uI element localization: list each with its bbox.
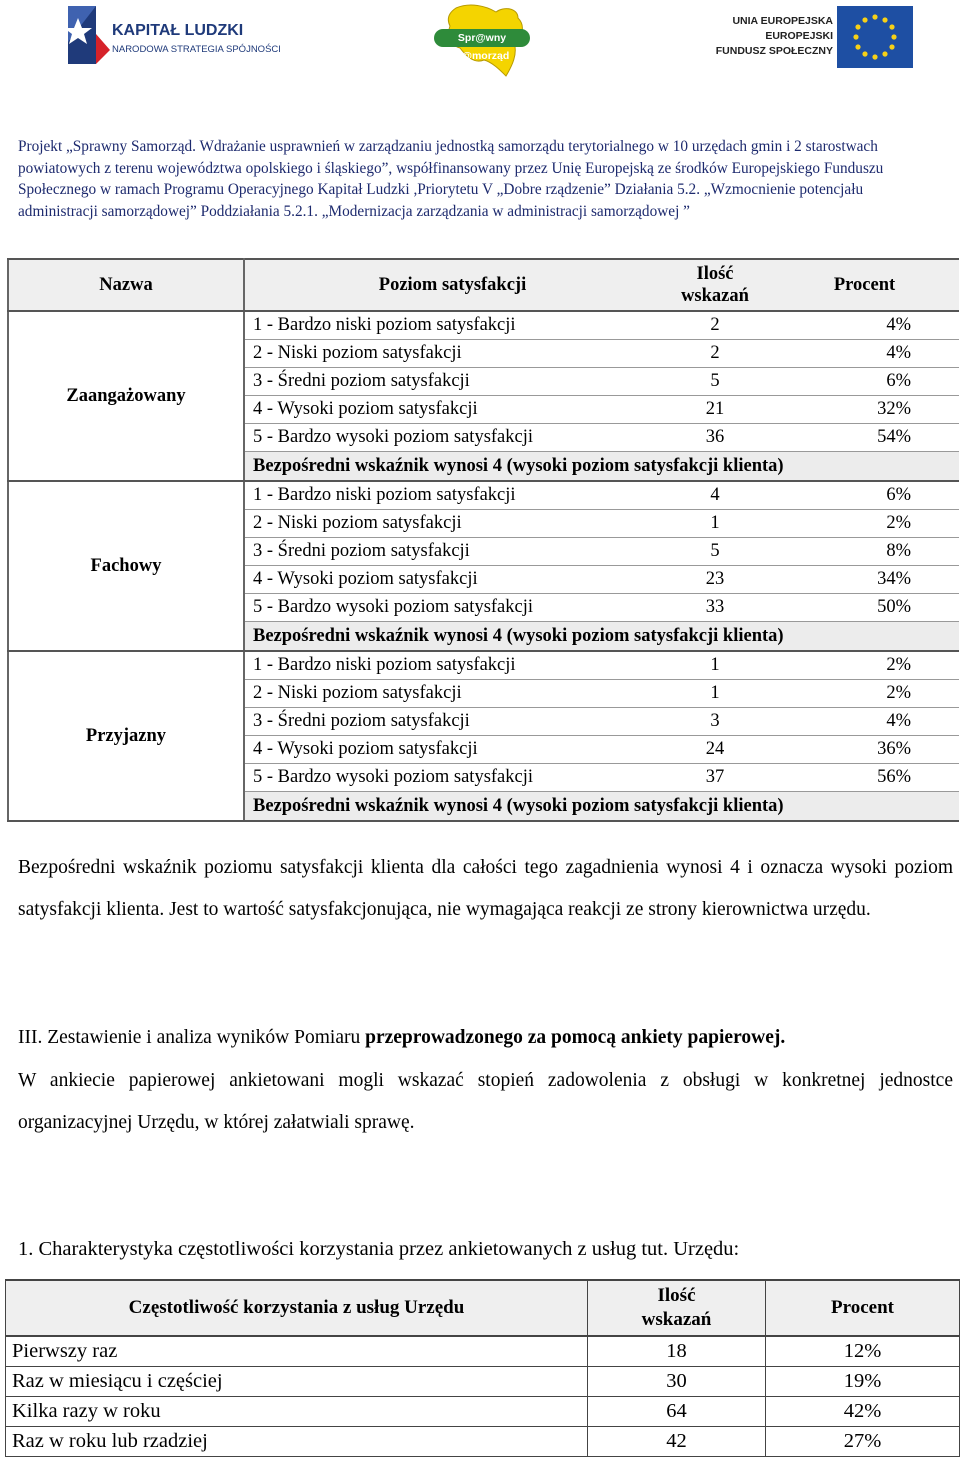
frequency-percent: 27% <box>766 1427 960 1457</box>
header-level: Poziom satysfakcji <box>244 259 660 311</box>
project-intro: Projekt „Sprawny Samorząd. Wdrażanie usprawnień w zarządzaniu jednostką samorządu terytorialnego w 10 urzędach gmin i 2 starostwach powiatowych z terenu województwa opolskiego i śląskiego”, współfinansowany przez Unię Europejską ze środków Europejskiego Funduszu Społecznego w ramach Programu Operacyjnego Kapitał Ludzki ,Priorytetu V „Dobre rządzenie” Działania 5.2. „Wzmocnienie potencjału administracji samorządowej” Poddziałania 5.2.1. „Modernizacja zarządzania w administracji samorządowej ” <box>18 138 884 220</box>
frequency-header-count-2: wskazań <box>641 1309 712 1330</box>
level-label: 5 - Bardzo wysoki poziom satysfakcji <box>244 424 660 452</box>
level-count: 5 <box>660 538 770 566</box>
section-3-prefix: III. Zestawienie i analiza wyników Pomiaru <box>18 1027 366 1048</box>
level-percent: 4% <box>770 311 959 340</box>
eu-line-3: FUNDUSZ SPOŁECZNY <box>715 45 833 57</box>
level-label: 4 - Wysoki poziom satysfakcji <box>244 396 660 424</box>
level-count: 37 <box>660 764 770 792</box>
frequency-percent: 12% <box>766 1336 960 1367</box>
level-count: 4 <box>660 481 770 510</box>
level-percent: 34% <box>770 566 959 594</box>
section-3-body: W ankiecie papierowej ankietowani mogli wskazać stopień zadowolenia z obsługi w konkretnej jednostce organizacyjnej Urzędu, w której załatwiali sprawę. <box>18 1070 953 1133</box>
level-percent: 4% <box>770 340 959 368</box>
summary-text: Bezpośredni wskaźnik poziomu satysfakcji klienta dla całości tego zagadnienia wynosi 4 i oznacza wysoki poziom satysfakcji klienta. Jest to wartość satysfakcjonująca, nie wymagająca reakcji ze strony kierownictwa urzędu. <box>18 857 953 920</box>
level-label: 3 - Średni poziom satysfakcji <box>244 368 660 396</box>
group-name: Fachowy <box>8 481 244 651</box>
frequency-header-count <box>588 1280 766 1336</box>
header-name: Nazwa <box>8 259 244 311</box>
header-count-1: Ilość <box>696 264 734 284</box>
sprawny-samorzad-label: Spr@wny S@morząd <box>434 29 530 47</box>
summary-paragraph <box>18 847 953 931</box>
frequency-label: Raz w miesiącu i częściej <box>6 1367 588 1397</box>
level-count: 2 <box>660 311 770 340</box>
summary-text: Bezpośredni wskaźnik wynosi 4 (wysoki poziom satysfakcji klienta) <box>244 622 959 652</box>
level-percent: 56% <box>770 764 959 792</box>
frequency-percent: 19% <box>766 1367 960 1397</box>
level-count: 24 <box>660 736 770 764</box>
level-label: 2 - Niski poziom satysfakcji <box>244 340 660 368</box>
level-label: 3 - Średni poziom satysfakcji <box>244 538 660 566</box>
section-3-bold: przeprowadzonego za pomocą ankiety papierowej. <box>365 1027 786 1048</box>
level-label: 5 - Bardzo wysoki poziom satysfakcji <box>244 594 660 622</box>
frequency-label: Kilka razy w roku <box>6 1397 588 1427</box>
level-count: 2 <box>660 340 770 368</box>
level-count: 21 <box>660 396 770 424</box>
frequency-header-count-1: Ilość <box>657 1285 696 1306</box>
eu-flag-icon <box>837 6 913 68</box>
section-3-heading <box>18 1017 953 1059</box>
level-label: 1 - Bardzo niski poziom satysfakcji <box>244 481 660 510</box>
section-3 <box>18 1017 953 1144</box>
frequency-label: Pierwszy raz <box>6 1336 588 1367</box>
level-label: 3 - Średni poziom satysfakcji <box>244 708 660 736</box>
group-name: Przyjazny <box>8 651 244 821</box>
level-percent: 4% <box>770 708 959 736</box>
frequency-count: 30 <box>588 1367 766 1397</box>
table-row <box>8 651 959 680</box>
frequency-header-percent: Procent <box>766 1280 960 1336</box>
level-count: 5 <box>660 368 770 396</box>
frequency-table <box>5 1279 960 1457</box>
header-count <box>660 259 770 311</box>
level-percent: 2% <box>770 510 959 538</box>
level-label: 1 - Bardzo niski poziom satysfakcji <box>244 311 660 340</box>
satisfaction-header-row <box>8 259 959 311</box>
level-percent: 6% <box>770 481 959 510</box>
frequency-header-row <box>6 1280 960 1336</box>
frequency-count: 42 <box>588 1427 766 1457</box>
kapital-ludzki-logo <box>64 4 281 70</box>
table-row <box>6 1367 960 1397</box>
eu-logo-text <box>716 14 833 59</box>
sprawny-samorzad-logo <box>426 2 546 80</box>
frequency-percent: 42% <box>766 1397 960 1427</box>
kapital-ludzki-subtitle: NARODOWA STRATEGIA SPÓJNOŚCI <box>112 44 281 55</box>
table-row <box>8 311 959 340</box>
level-count: 33 <box>660 594 770 622</box>
level-label: 4 - Wysoki poziom satysfakcji <box>244 566 660 594</box>
table-row <box>6 1336 960 1367</box>
frequency-count: 18 <box>588 1336 766 1367</box>
level-percent: 32% <box>770 396 959 424</box>
header-percent: Procent <box>770 259 959 311</box>
level-percent: 54% <box>770 424 959 452</box>
table-row <box>6 1397 960 1427</box>
level-percent: 36% <box>770 736 959 764</box>
level-percent: 8% <box>770 538 959 566</box>
level-percent: 2% <box>770 680 959 708</box>
kapital-ludzki-emblem-icon <box>64 4 110 64</box>
level-count: 1 <box>660 680 770 708</box>
kapital-ludzki-title: KAPITAŁ LUDZKI <box>112 22 244 39</box>
frequency-label: Raz w roku lub rzadziej <box>6 1427 588 1457</box>
level-label: 4 - Wysoki poziom satysfakcji <box>244 736 660 764</box>
table-row <box>6 1427 960 1457</box>
level-label: 2 - Niski poziom satysfakcji <box>244 680 660 708</box>
table-row <box>8 481 959 510</box>
satisfaction-table <box>7 258 959 822</box>
header-count-2: wskazań <box>681 286 749 306</box>
summary-text: Bezpośredni wskaźnik wynosi 4 (wysoki poziom satysfakcji klienta) <box>244 452 959 482</box>
frequency-count: 64 <box>588 1397 766 1427</box>
eu-line-2: EUROPEJSKI <box>765 30 833 42</box>
level-percent: 2% <box>770 651 959 680</box>
level-count: 1 <box>660 510 770 538</box>
level-count: 3 <box>660 708 770 736</box>
level-label: 5 - Bardzo wysoki poziom satysfakcji <box>244 764 660 792</box>
summary-text: Bezpośredni wskaźnik wynosi 4 (wysoki poziom satysfakcji klienta) <box>244 792 959 822</box>
group-name: Zaangażowany <box>8 311 244 481</box>
level-count: 36 <box>660 424 770 452</box>
level-count: 23 <box>660 566 770 594</box>
frequency-subheading: 1. Charakterystyka częstotliwości korzystania przez ankietowanych z usług tut. Urzędu: <box>18 1238 740 1260</box>
eu-line-1: UNIA EUROPEJSKA <box>732 15 833 27</box>
level-count: 1 <box>660 651 770 680</box>
level-percent: 6% <box>770 368 959 396</box>
frequency-header-freq: Częstotliwość korzystania z usług Urzędu <box>6 1280 588 1336</box>
level-percent: 50% <box>770 594 959 622</box>
eu-logo <box>708 6 913 70</box>
level-label: 2 - Niski poziom satysfakcji <box>244 510 660 538</box>
level-label: 1 - Bardzo niski poziom satysfakcji <box>244 651 660 680</box>
